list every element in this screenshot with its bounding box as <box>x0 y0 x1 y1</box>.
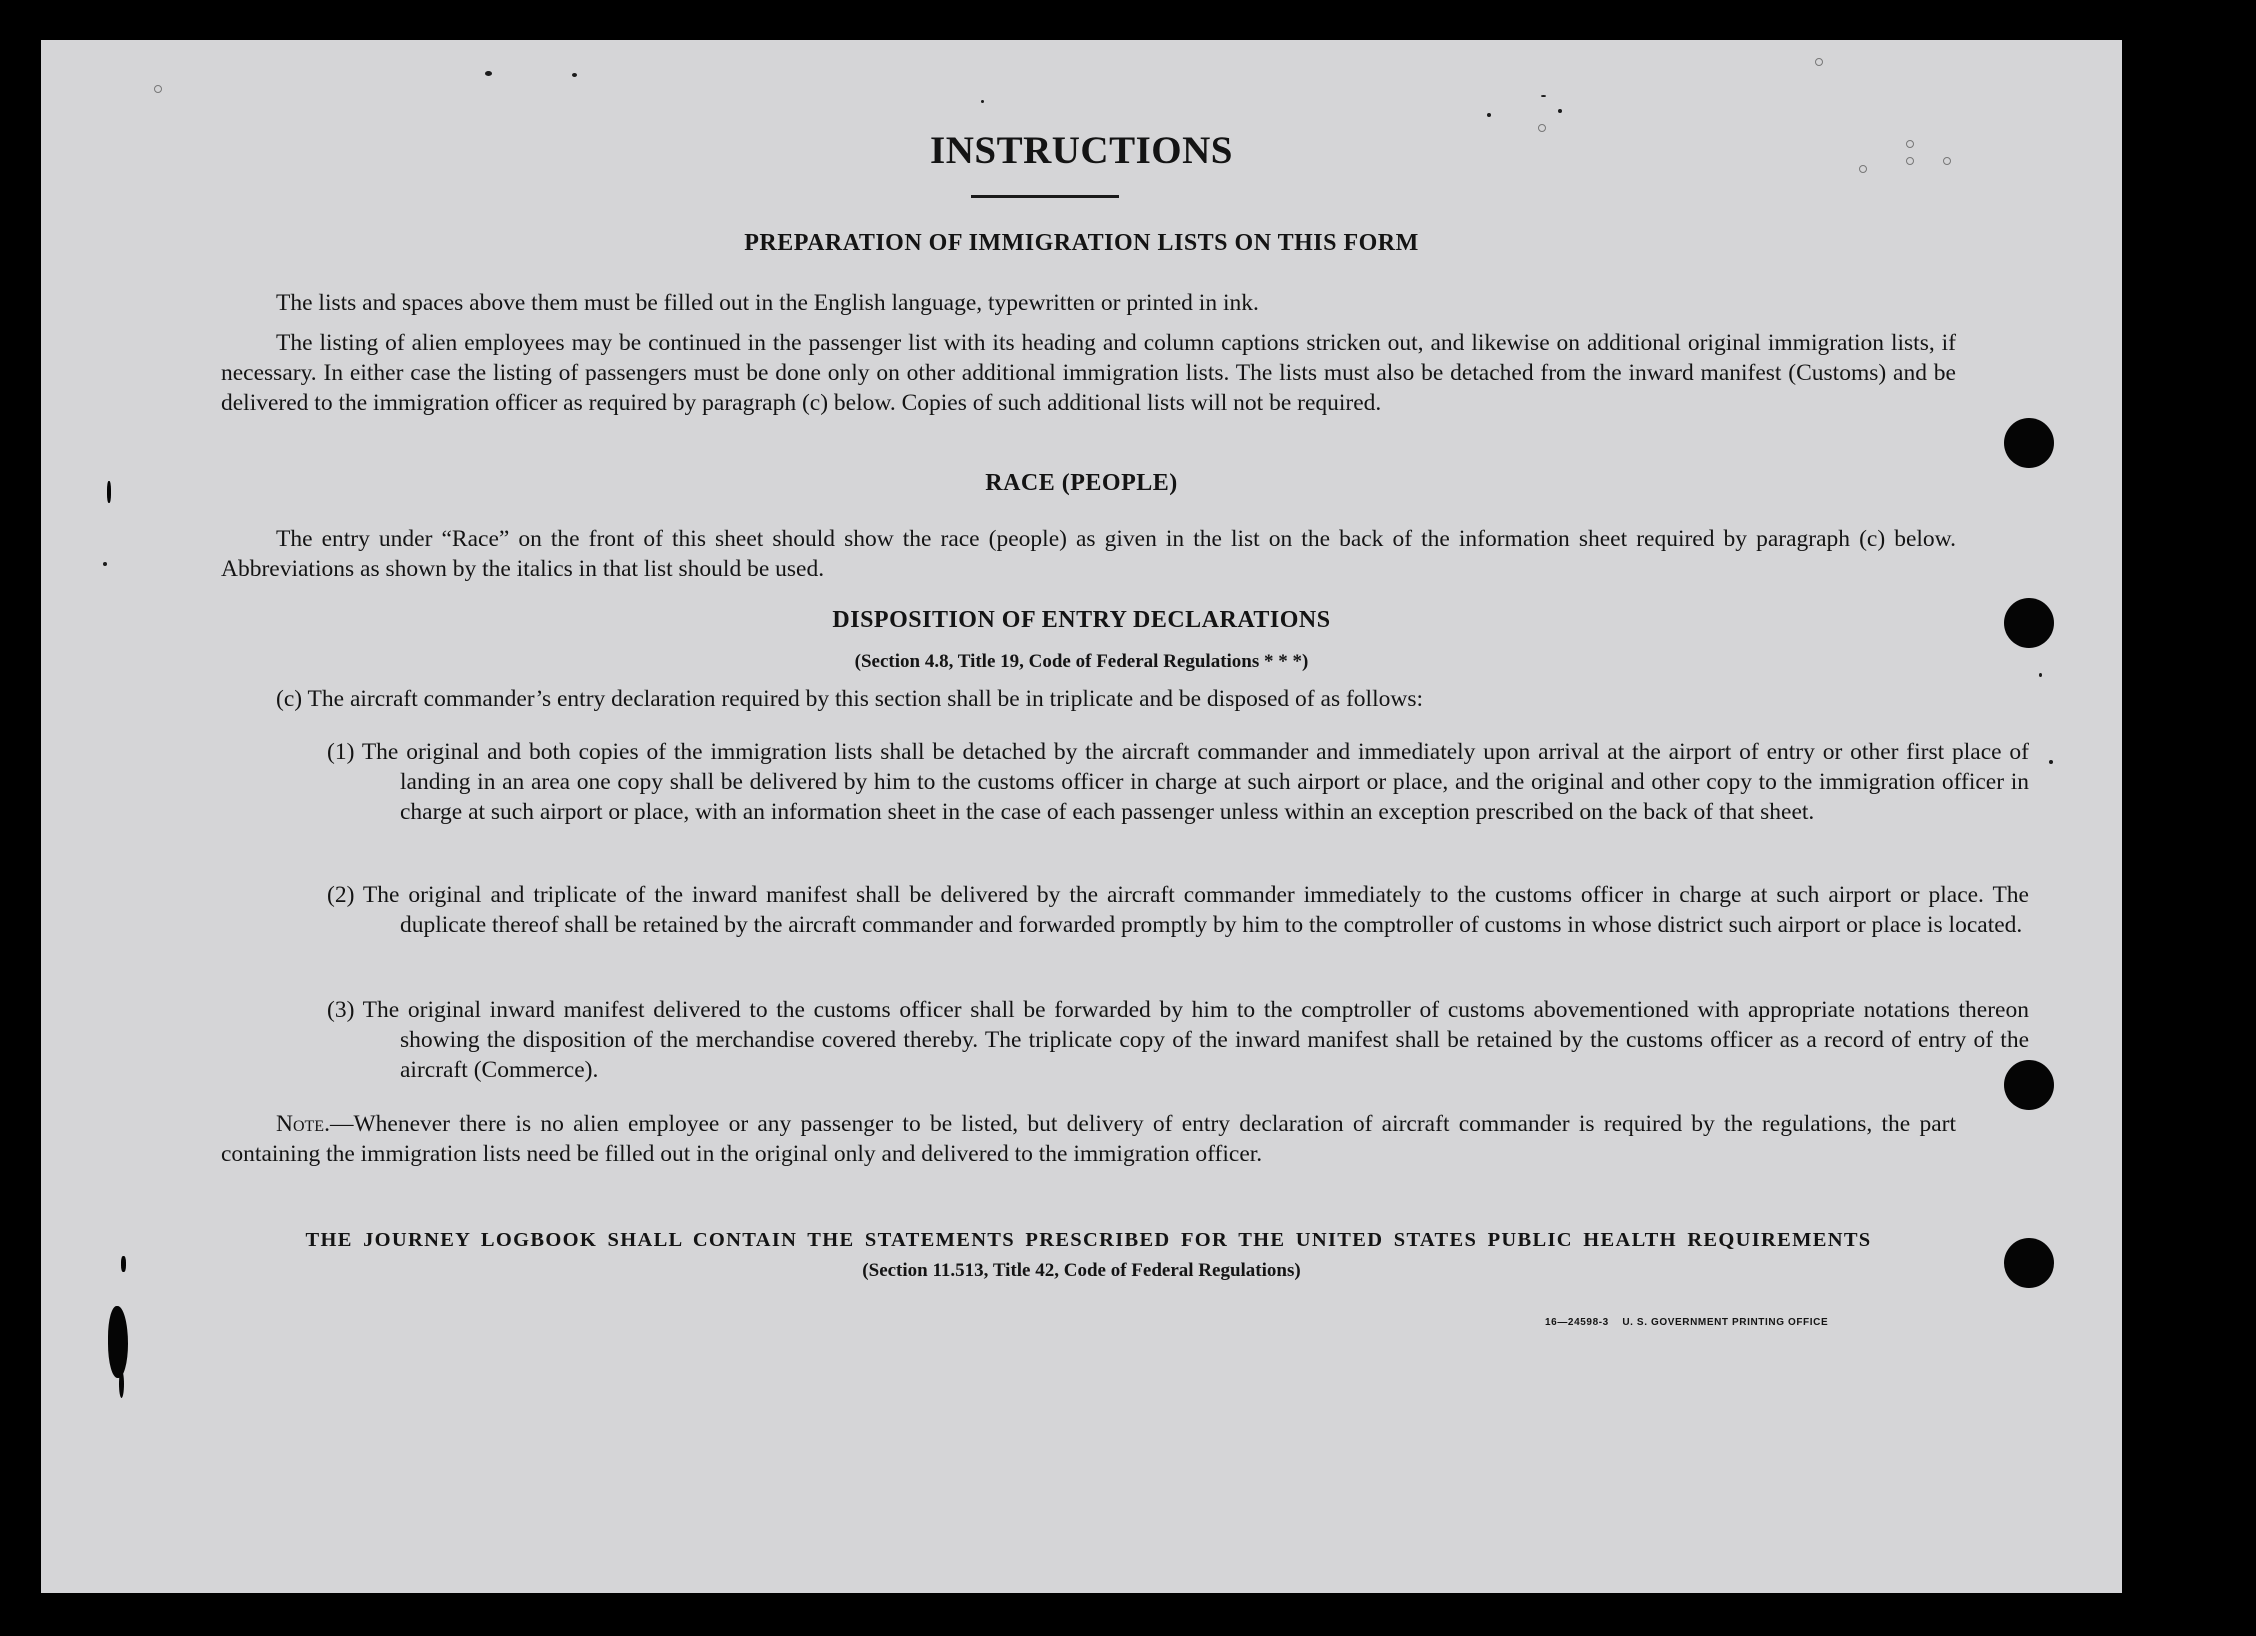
printer-imprint <box>1545 1317 1828 1328</box>
punch-hole-3 <box>2004 1060 2054 1110</box>
printer-name: U. S. GOVERNMENT PRINTING OFFICE <box>1622 1317 1829 1328</box>
race-heading: RACE (PEOPLE) <box>985 470 1178 496</box>
margin-tear-mark <box>108 1306 128 1378</box>
dust-speck <box>1487 113 1491 117</box>
disposition-item-1: (1) The original and both copies of the immigration lists shall be detached by the aircraft commander and immediately upon arrival at the airport of entry or other first place of landing in an area one copy shall be delivered by him to the customs officer in charge at such airport or place, and the original and other copy to the immigration officer in charge at such airport or place, with an information sheet in the case of each passenger unless within an exception prescribed on the back of that sheet. <box>327 739 2029 825</box>
title-underline <box>971 195 1119 198</box>
form-number: 16—24598-3 <box>1545 1317 1609 1328</box>
logbook-statement: THE JOURNEY LOGBOOK SHALL CONTAIN THE STATEMENTS PRESCRIBED FOR THE UNITED STATES PUBLIC HEALTH REQUIREMENTS <box>305 1229 1872 1251</box>
dust-speck <box>572 73 577 77</box>
note-label: Note. <box>276 1111 330 1137</box>
preparation-heading: PREPARATION OF IMMIGRATION LISTS ON THIS FORM <box>744 230 1419 256</box>
race-paragraph: The entry under “Race” on the front of this sheet should show the race (people) as given in the list on the back of the information sheet required by paragraph (c) below. Abbreviations as shown by the italics in that list should be used. <box>221 526 1956 582</box>
dust-ring <box>1859 165 1867 173</box>
preparation-paragraph-2: The listing of alien employees may be continued in the passenger list with its heading and column captions stricken out, and likewise on additional original immigration lists, if necessary. In either case the listing of passengers must be done only on other additional immigration lists. The lists must also be detached from the inward manifest (Customs) and be delivered to the immigration officer as required by paragraph (c) below. Copies of such additional lists will not be required. <box>221 330 1956 416</box>
dust-speck <box>103 562 107 566</box>
disposition-note <box>221 1109 1956 1169</box>
dust-ring <box>1538 124 1546 132</box>
disposition-citation: (Section 4.8, Title 19, Code of Federal Regulations * * *) <box>854 651 1309 672</box>
punch-hole-1 <box>2004 418 2054 468</box>
punch-hole-2 <box>2004 598 2054 648</box>
dust-ring <box>1906 140 1914 148</box>
dust-speck <box>981 100 984 103</box>
margin-tear-mark <box>119 1370 124 1398</box>
punch-hole-4 <box>2004 1238 2054 1288</box>
dust-speck <box>1541 95 1546 97</box>
logbook-citation: (Section 11.513, Title 42, Code of Federal Regulations) <box>862 1260 1301 1281</box>
dust-speck <box>1558 109 1562 113</box>
dust-speck <box>2039 673 2042 677</box>
page-title: INSTRUCTIONS <box>930 129 1233 172</box>
dust-ring <box>154 85 162 93</box>
disposition-item-2: (2) The original and triplicate of the inward manifest shall be delivered by the aircraft commander immediately to the customs officer in charge at such airport or place. The duplicate thereof shall be retained by the aircraft commander and forwarded promptly by him to the comptroller of customs in whose district such airport or place is located. <box>327 882 2029 938</box>
dust-speck <box>2049 760 2053 764</box>
margin-mark <box>107 481 111 503</box>
dust-speck <box>485 71 492 76</box>
dust-ring <box>1943 157 1951 165</box>
disposition-heading: DISPOSITION OF ENTRY DECLARATIONS <box>832 607 1331 633</box>
note-text: —Whenever there is no alien employee or any passenger to be listed, but delivery of entry declaration of aircraft commander is required by the regulations, the part containing the immigration lists need be filled out in the original only and delivered to the immigration officer. <box>221 1111 1956 1167</box>
disposition-intro: (c) The aircraft commander’s entry declaration required by this section shall be in triplicate and be disposed of as follows: <box>276 686 1423 712</box>
document-page <box>41 40 2122 1593</box>
preparation-paragraph-1: The lists and spaces above them must be filled out in the English language, typewritten or printed in ink. <box>276 290 1259 316</box>
dust-ring <box>1815 58 1823 66</box>
disposition-item-3: (3) The original inward manifest delivered to the customs officer shall be forwarded by him to the comptroller of customs abovementioned with appropriate notations thereon showing the disposition of the merchandise covered thereby. The triplicate copy of the inward manifest shall be retained by the customs officer as a record of entry of the aircraft (Commerce). <box>327 997 2029 1083</box>
margin-tear-mark <box>121 1256 126 1272</box>
dust-ring <box>1906 157 1914 165</box>
